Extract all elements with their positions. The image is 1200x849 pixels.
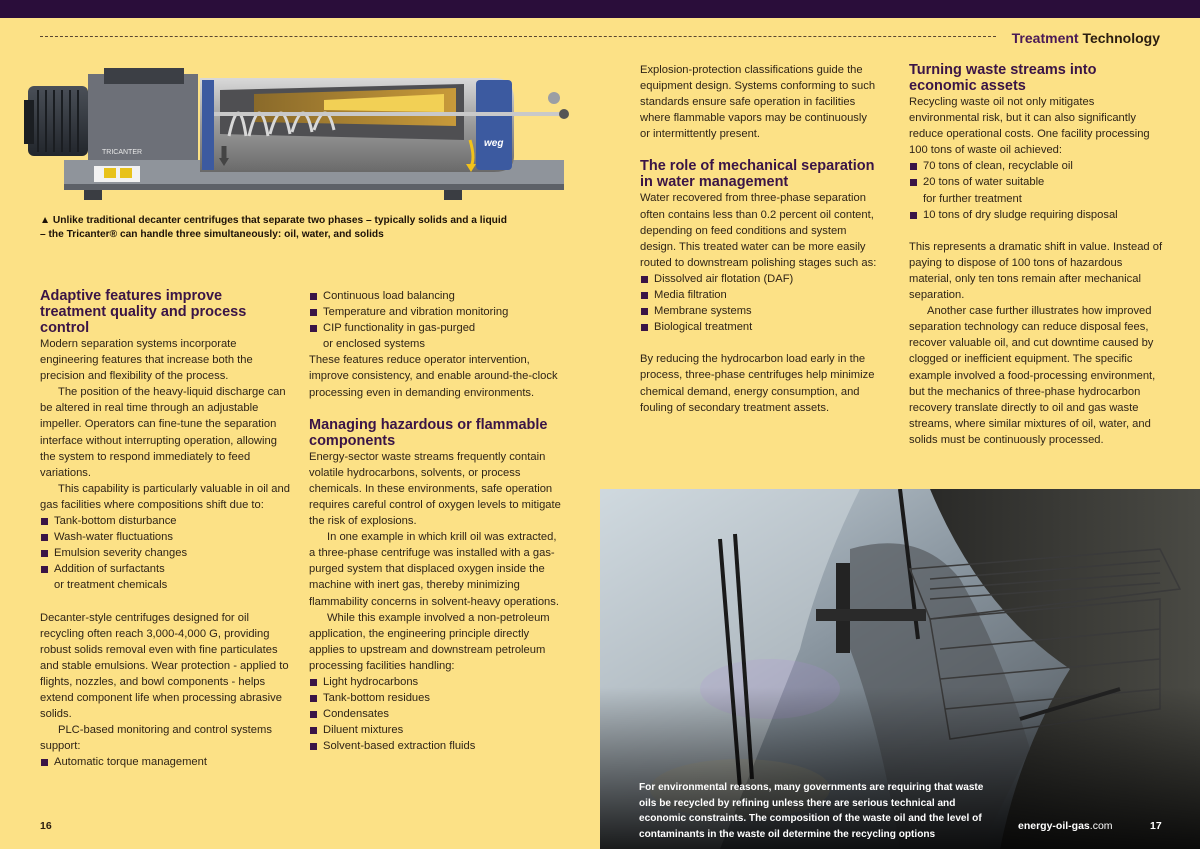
list-item-text: Addition of surfactants [54,563,165,576]
paragraph: By reducing the hydrocarbon load early in the process, three-phase centrifuges help minimize chemical demand, energy consumption, and fouling of secondary treatment assets. [640,353,875,414]
top-color-bar [0,0,1200,18]
list-item: Tank-bottom disturbance [40,513,290,529]
heading-water-management: The role of mechanical separation in water management [640,158,875,191]
list-item-text-cont: for further treatment [923,192,1022,205]
website-url[interactable] [1018,820,1113,832]
list-item-text: 20 tons of water suitable [923,176,1045,189]
section-title-accent: Treatment [1011,30,1079,46]
paragraph: This capability is particularly valuable in oil and gas facilities where compositions shift due to: [40,482,290,511]
list-item: 70 tons of clean, recyclable oil [909,158,1163,174]
tricanter-centrifuge-illustration [24,60,580,220]
list-item: Continuous load balancing [309,288,565,304]
list-item: Biological treatment [640,319,880,335]
paragraph: While this example involved a non-petroleum application, the engineering principle directly applies to upstream and downstream petroleum processing facilities handling: [309,611,550,672]
list-item: Condensates [309,706,565,722]
column-3 [640,62,880,416]
list-item: Tank-bottom residues [309,690,565,706]
list-item: Temperature and vibration monitoring [309,304,565,320]
list-item: Emulsion severity changes [40,545,290,561]
bullet-list [909,158,1163,222]
paragraph: Recycling waste oil not only mitigates environmental risk, but it can also significantly reduce operational costs. One facility processing 100 tons of waste oil achieved: [909,96,1150,157]
bullet-list [640,271,880,335]
bullet-list [309,288,565,352]
list-item: Dissolved air flotation (DAF) [640,271,880,287]
heading-hazardous-components: Managing hazardous or flammable components [309,416,548,449]
list-item: Solvent-based extraction fluids [309,738,565,754]
column-4 [909,62,1163,448]
list-item: Media filtration [640,287,880,303]
paragraph: The position of the heavy-liquid discharge can be altered in real time through an adjustable impeller. Operators can fine-tune the separation interface without interrupting operation, allowing the system to respond immediately to feed variations. [40,386,286,479]
photo-caption: For environmental reasons, many governments are requiring that waste oils be recycled by refining unless there are serious technical and economic constraints. The composition of the waste oil and the level of contaminants in the waste oil determine the recycling options [639,782,984,840]
column-1 [40,288,290,770]
column-2 [309,288,565,754]
paragraph: Decanter-style centrifuges designed for oil recycling often reach 3,000-4,000 G, providing robust solids removal even with fine particulates and stable emulsions. Wear protection - applied to flights, nozzles, and bowl components - helps extend component life when processing abrasive solids. [40,611,289,721]
paragraph: In one example in which krill oil was extracted, a three-phase centrifuge was installed with a gas-purged system that displaced oxygen inside the machine with inert gas, thereby minimizing flammability concerns in solvent-heavy operations. [309,531,559,608]
paragraph: Energy-sector waste streams frequently contain volatile hydrocarbons, solvents, or process chemicals. In these environments, safe operation requires careful control of oxygen levels to mitigate the risk of explosions. [309,450,561,528]
heading-economic-assets: Turning waste streams into economic assets [909,62,1097,94]
list-item [909,174,1163,206]
paragraph: Another case further illustrates how improved separation technology can reduce disposal fees, recover valuable oil, and cut downtime caused by clogged or inefficient equipment. The specific example involved a food-processing environment, but the mechanics of three-phase hydrocarbon recovery translate directly to oil and gas waste streams, where similar mixtures of oil, water, and solids must be continuously processed. [909,305,1156,446]
heading-adaptive-features: Adaptive features improve treatment quality and process control [40,288,247,336]
paragraph: PLC-based monitoring and control systems support: [40,724,272,753]
page-number-right: 17 [1150,820,1162,832]
machine-mark-label: weg [484,138,504,149]
website-domain: .com [1089,820,1113,832]
paragraph: Modern separation systems incorporate engineering features that increase both the precision and flexibility of the process. [40,338,253,383]
paragraph: Explosion-protection classifications guide the equipment design. Systems conforming to such standards ensure safe operation in facilities where flammable vapors may be continuously or intermittently present. [640,64,876,141]
bullet-list [40,513,290,593]
header-rule [40,36,996,37]
list-item-text: CIP functionality in gas-purged [323,322,476,335]
list-item: Automatic torque management [40,754,290,770]
machine-brand-label: TRICANTER [102,149,143,156]
list-item-text-cont: or treatment chemicals [54,579,168,592]
paragraph: This represents a dramatic shift in value. Instead of paying to dispose of 100 tons of hazardous material, only ten tons remain after mechanical separation. [909,240,1163,302]
paragraph: These features reduce operator intervention, improve consistency, and enable around-the-clock processing even in demanding environments. [309,354,558,399]
section-title [1012,30,1160,46]
figure-caption: ▲ Unlike traditional decanter centrifuges that separate two phases – typically solids and a liquid – the Tricanter® can handle three simultaneously: oil, water, and solids [40,215,507,240]
paragraph: Water recovered from three-phase separation often contains less than 0.2 percent oil content, depending on feed conditions and system design. This treated water can be more easily routed to downstream polishing stages such as: [640,192,877,269]
list-item: Diluent mixtures [309,722,565,738]
section-title-main: Technology [1082,30,1160,46]
list-item [309,320,565,352]
website-name: energy-oil-gas [1018,820,1090,832]
bullet-list [40,754,290,770]
list-item [40,561,290,593]
list-item: 10 tons of dry sludge requiring disposal [909,207,1163,223]
page-number-left: 16 [40,820,52,832]
list-item-text-cont: or enclosed systems [323,338,425,351]
list-item: Wash-water fluctuations [40,529,290,545]
bullet-list [309,674,565,754]
list-item: Membrane systems [640,303,880,319]
list-item: Light hydrocarbons [309,674,565,690]
